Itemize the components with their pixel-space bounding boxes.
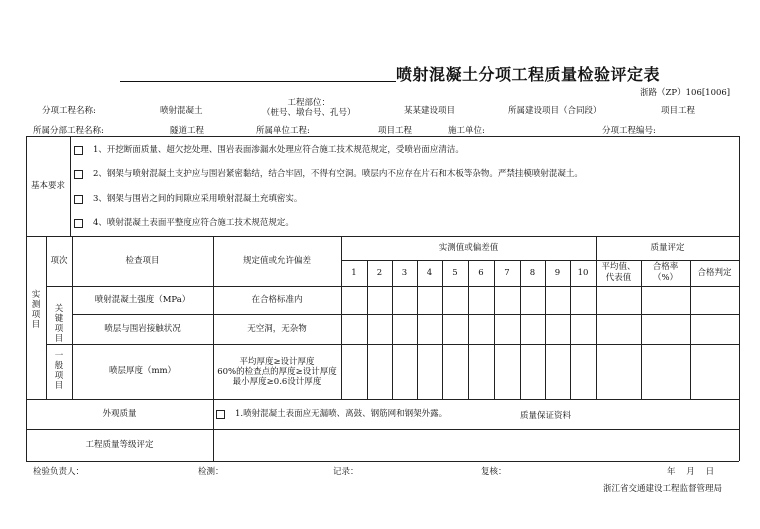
basic-item-4	[74, 213, 294, 233]
measure-num-10: 10	[577, 267, 589, 278]
division-value: 隧道工程	[170, 126, 205, 136]
measure-section-label: 实 测 项 目	[31, 290, 41, 330]
division-label: 所属分部工程名称:	[33, 126, 104, 136]
table-border-top	[26, 136, 739, 137]
table-border-right	[739, 136, 740, 461]
row2-check-item: 喷层与围岩接触状况	[104, 323, 181, 334]
grade-label: 工程质量等级评定	[85, 439, 154, 450]
checkbox-icon[interactable]	[74, 146, 83, 155]
unit-label: 所属单位工程:	[256, 126, 310, 136]
quality-rate: 合格率 （%）	[652, 262, 679, 283]
measure-num-1: 1	[351, 267, 357, 278]
row3-check-item: 喷层厚度（mm）	[108, 366, 177, 376]
measure-num-9: 9	[554, 267, 561, 278]
row2-spec: 无空洞，无杂物	[247, 323, 307, 334]
checkbox-icon[interactable]	[74, 219, 83, 228]
footer-tester: 检测：	[198, 467, 224, 477]
col-item-no: 项次	[50, 255, 68, 266]
checkbox-icon[interactable]	[74, 170, 83, 179]
checkbox-icon[interactable]	[216, 410, 225, 419]
col-measured: 实测值或偏差值	[438, 242, 499, 253]
measure-num-8: 8	[529, 267, 536, 278]
col-check-item: 检查项目	[125, 255, 160, 266]
appearance-text: 1.喷射混凝土表面应无漏喷、离鼓、钢筋网和钢架外露。	[235, 408, 448, 419]
measure-num-5: 5	[452, 267, 458, 278]
col-spec: 规定值或允许偏差	[242, 255, 311, 266]
form-code: 浙路（ZP）106[1006]	[640, 88, 731, 98]
footer-org: 浙江省交通建设工程监督管理局	[603, 484, 723, 494]
page-title: 喷射混凝土分项工程质量检验评定表	[396, 65, 661, 84]
basic-item-2-text: 2、钢架与喷射混凝土支护应与围岩紧密黏结，结合牢固，不得有空洞。喷层内不应存在片石和木板等杂物。严禁挂模喷射混凝土。	[93, 168, 583, 179]
measure-num-7: 7	[504, 267, 510, 278]
basic-divider	[70, 136, 71, 236]
appearance-label: 外观质量	[102, 408, 137, 419]
appearance-item	[216, 399, 447, 429]
row1-check-item: 喷射混凝土强度（MPa）	[94, 294, 191, 305]
footer-date: 年 月 日	[667, 467, 715, 477]
location-value: 某某建设项目	[404, 106, 456, 116]
table-border-bottom	[26, 461, 739, 462]
basic-item-1	[74, 140, 464, 160]
row3-spec: 平均厚度≥设计厚度 60%的检查点的厚度≥设计厚度 最小厚度≥0.6设计厚度	[217, 356, 337, 387]
subitem-name-value: 喷射混凝土	[160, 106, 203, 116]
footer-inspector: 检验负责人：	[33, 467, 85, 477]
quality-judge: 合格判定	[697, 267, 732, 278]
project-label: 所属建设项目（合同段）	[508, 106, 602, 116]
measure-num-4: 4	[426, 267, 433, 278]
basic-item-2	[74, 164, 583, 184]
basic-item-3-text: 3、钢架与围岩之间的间隙应采用喷射混凝土充填密实。	[93, 193, 303, 204]
project-value: 项目工程	[661, 106, 696, 116]
measure-num-2: 2	[376, 267, 383, 278]
unit-value: 项目工程	[378, 126, 413, 136]
general-items-label: 一 般 项 目	[54, 351, 64, 391]
construction-label: 施工单位:	[448, 126, 485, 136]
basic-requirements-label: 基本要求	[30, 180, 65, 191]
measure-num-3: 3	[401, 267, 408, 278]
subitem-code-label: 分项工程编号:	[602, 126, 656, 136]
location-label: 工程部位： （桩号、墩台号、孔号）	[262, 98, 356, 118]
footer-recorder: 记录：	[333, 467, 359, 477]
quality-docs-label: 质量保证资料	[520, 411, 572, 421]
key-items-label: 关 键 项 目	[54, 304, 64, 344]
checkbox-icon[interactable]	[74, 195, 83, 204]
row1-spec: 在合格标准内	[251, 294, 303, 305]
basic-item-1-text: 1、开挖断面质量、超欠挖处理、围岩表面渗漏水处理应符合施工技术规范规定，受喷岩面应清洁。	[93, 144, 464, 155]
col-quality: 质量评定	[650, 242, 685, 253]
title-underline	[120, 81, 396, 82]
footer-reviewer: 复核：	[481, 467, 507, 477]
subitem-name-label: 分项工程名称:	[42, 106, 96, 116]
measure-num-6: 6	[478, 267, 484, 278]
basic-item-3	[74, 189, 302, 209]
basic-item-4-text: 4、喷射混凝土表面平整度应符合施工技术规范规定。	[93, 217, 294, 228]
quality-avg: 平均值、 代表值	[601, 262, 636, 283]
